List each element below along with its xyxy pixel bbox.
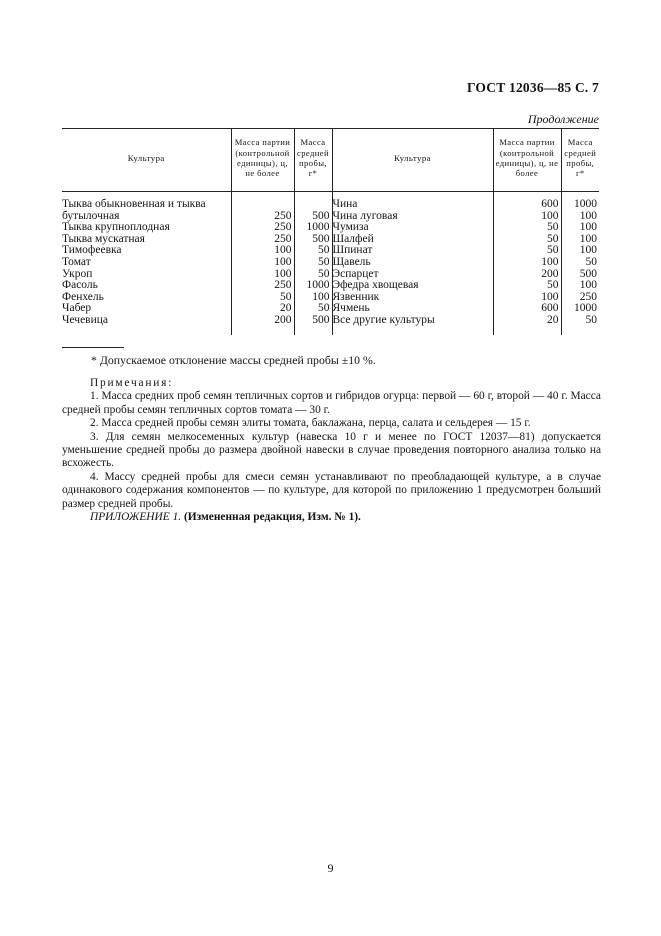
lot-mass: 100 [493, 292, 561, 304]
lot-mass: 50 [493, 222, 561, 234]
crop-name: Ячмень [332, 303, 493, 315]
footnote: * Допускаемое отклонение массы средней пробы ±10 %. [91, 353, 376, 367]
note-item: 3. Для семян мелкосеменных культур (навеска 10 г и менее по ГОСТ 12037—81) допускается уменьшение средней пробы до размера двойной навески в случае проведения повторного анализа только на всхожесть. [62, 430, 601, 470]
lot-mass: 600 100 [493, 192, 561, 223]
sample-mass: 50 [561, 315, 599, 335]
table-row [62, 192, 599, 223]
table-row [62, 292, 599, 304]
crop-name: Щавель [332, 257, 493, 269]
table-header-row [62, 129, 599, 192]
crop-name: Шпинат [332, 245, 493, 257]
lot-mass: 100 [493, 257, 561, 269]
lot-mass: 200 [231, 315, 294, 335]
note-item: 4. Массу средней пробы для смеси семян устанавливают по преобладающей культуре, а в случае одинакового содержания компонентов — по культуре, для которой по приложению 1 предусмотрен больший размер средней пробы. [62, 470, 601, 510]
sample-mass: 1000 [294, 222, 332, 234]
lot-mass: 250 [231, 280, 294, 292]
amendment-reference: ПРИЛОЖЕНИЕ 1. [90, 511, 182, 524]
sample-mass: 500 [294, 192, 332, 223]
sample-mass: 50 [294, 257, 332, 269]
table-row [62, 257, 599, 269]
lot-mass: 20 [231, 303, 294, 315]
crop-name: Чабер [62, 302, 92, 315]
lot-mass: 50 [493, 234, 561, 246]
sample-mass: 1000 100 [561, 192, 599, 223]
sample-mass: 100 [561, 245, 599, 257]
crop-name: Тыква мускатная [62, 232, 145, 245]
header-lot-mass-left: Масса партии (контрольной единицы), ц, не более [231, 129, 294, 192]
crop-name: Язвенник [332, 292, 493, 304]
crop-name: Эфедра хвощевая [332, 280, 493, 292]
notes-section [62, 377, 601, 524]
sample-mass: 100 [561, 280, 599, 292]
crop-name: Чечевица [62, 313, 109, 326]
header-crop-right: Культура [332, 129, 493, 192]
footnote-divider [62, 347, 124, 348]
lot-mass: 50 [231, 292, 294, 304]
crop-name: Томат [62, 255, 91, 268]
lot-mass: 250 [231, 234, 294, 246]
lot-mass: 100 [231, 245, 294, 257]
sample-mass: 100 [561, 234, 599, 246]
header-sample-mass-right: Масса средней пробы, г* [561, 129, 599, 192]
crop-name: Укроп [62, 267, 93, 280]
lot-mass: 50 [493, 245, 561, 257]
sample-mass: 1000 [294, 280, 332, 292]
table-row [62, 280, 599, 292]
crop-name: Все другие культуры [332, 315, 493, 335]
sample-mass: 1000 [561, 303, 599, 315]
lot-mass: 250 [231, 192, 294, 223]
sample-mass: 100 [294, 292, 332, 304]
table-row [62, 303, 599, 315]
note-item: 2. Масса средней пробы семян элиты томата, баклажана, перца, салата и сельдерея — 15 г. [90, 417, 531, 430]
crop-name: Эспарцет [332, 269, 493, 281]
continuation-label: Продолжение [527, 112, 599, 126]
sample-mass: 50 [294, 245, 332, 257]
lot-mass: 200 [493, 269, 561, 281]
sample-mass: 50 [294, 303, 332, 315]
header-lot-mass-right: Масса партии (контрольной единицы), ц, не более [493, 129, 561, 192]
table-row [62, 245, 599, 257]
header-crop-left: Культура [62, 129, 231, 192]
amendment-note [62, 511, 601, 524]
sample-mass: 500 [294, 315, 332, 335]
crop-name: Шалфей [332, 234, 493, 246]
document-code: ГОСТ 12036—85 С. 7 [466, 80, 599, 95]
lot-mass: 100 [231, 269, 294, 281]
amendment-text: (Измененная редакция, Изм. № 1). [183, 511, 361, 524]
header-sample-mass-left: Масса средней пробы, г* [294, 129, 332, 192]
crop-name: Фасоль [62, 279, 98, 292]
crop-sample-table [62, 128, 599, 335]
sample-mass: 50 [294, 269, 332, 281]
table-row [62, 315, 599, 335]
notes-title: Примечания: [90, 377, 174, 389]
crop-name: Чина Чина луговая [332, 192, 493, 223]
crop-name: Тыква обыкновенная и тыква бутылочная [62, 198, 206, 222]
lot-mass: 600 [493, 303, 561, 315]
table-row [62, 269, 599, 281]
sample-mass: 100 [561, 222, 599, 234]
sample-mass: 500 [294, 234, 332, 246]
lot-mass: 250 [231, 222, 294, 234]
sample-mass: 250 [561, 292, 599, 304]
table-row [62, 234, 599, 246]
crop-name: Чумиза [332, 222, 493, 234]
sample-mass: 500 [561, 269, 599, 281]
crop-name: Тимофеевка [62, 244, 122, 257]
lot-mass: 50 [493, 280, 561, 292]
crop-name: Тыква крупноплодная [62, 221, 170, 234]
sample-mass: 50 [561, 257, 599, 269]
crop-name: Фенхель [62, 290, 104, 303]
note-item: 1. Масса средних проб семян тепличных сортов и гибридов огурца: первой — 60 г, второй — 40 г. Масса средней пробы семян тепличных сортов томата — 30 г. [62, 390, 601, 416]
lot-mass: 100 [231, 257, 294, 269]
page-number: 9 [327, 861, 334, 875]
lot-mass: 20 [493, 315, 561, 335]
